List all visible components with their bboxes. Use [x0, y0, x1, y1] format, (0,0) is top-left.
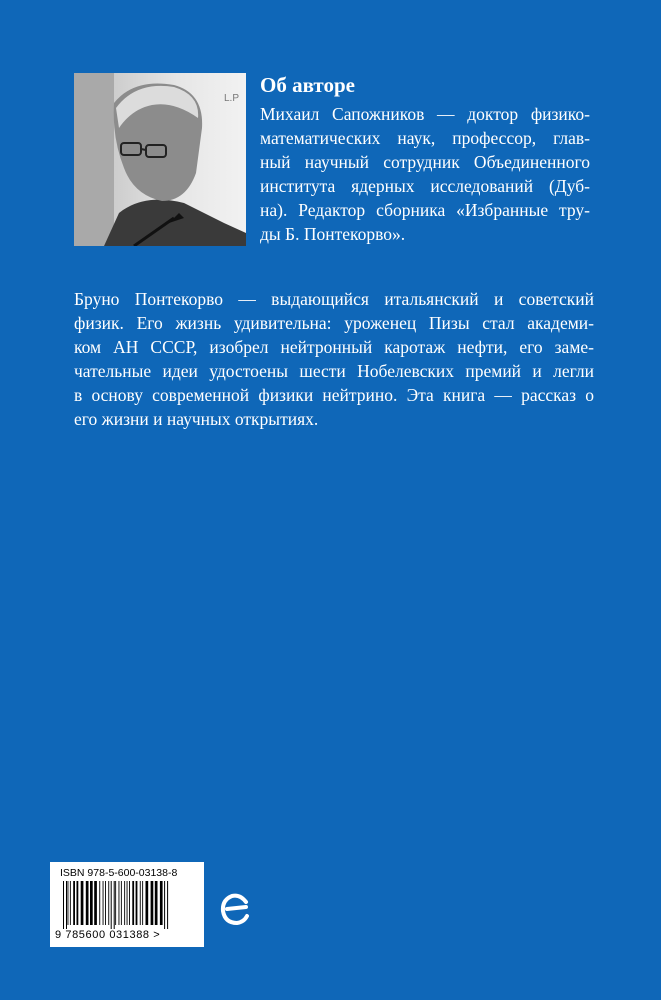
isbn-text: ISBN 978-5-600-03138-8 [60, 867, 178, 879]
barcode-bar [114, 881, 115, 929]
barcode-bar [132, 881, 134, 925]
barcode-bar [119, 881, 120, 925]
barcode-bar [86, 881, 89, 925]
barcode-bar [77, 881, 79, 925]
description-line: ком АН СССР, изобрел нейтронный каротаж нефти, его заме- [74, 337, 594, 357]
book-description [74, 287, 594, 431]
about-author-heading: Об авторе [260, 73, 355, 97]
description-line: Бруно Понтекорво — выдающийся итальянский и советский [74, 289, 594, 309]
bio-line: Михаил Сапожников — доктор физико- [260, 104, 590, 124]
bio-line: института ядерных исследований (Дуб- [260, 176, 590, 196]
barcode-bar [108, 881, 109, 925]
description-line: его жизни и научных открытиях. [74, 409, 319, 429]
author-bio [260, 102, 590, 246]
barcode-bar [121, 881, 122, 925]
bio-line: математических наук, профессор, глав- [260, 128, 590, 148]
barcode-bar [99, 881, 100, 925]
author-photo [74, 73, 246, 246]
barcode-bar [115, 881, 116, 925]
barcode-digits: 9 785600 031388 > [55, 929, 161, 941]
barcode-bar [63, 881, 64, 929]
barcode-bar [68, 881, 69, 925]
barcode-bar [103, 881, 104, 925]
isbn-barcode [50, 862, 204, 947]
svg-text:L.P: L.P [224, 93, 240, 104]
description-line: чательные идеи удостоены шести Нобелевских премий и легли [74, 361, 594, 381]
barcode-bar [151, 881, 154, 925]
barcode-bar [160, 881, 163, 925]
bio-line: на). Редактор сборника «Избранные тру- [260, 200, 590, 220]
barcode-bar [155, 881, 158, 925]
barcode-bar [70, 881, 71, 925]
description-line: в основу современной физики нейтрино. Эта книга — рассказ о [74, 385, 594, 405]
barcode-bar [66, 881, 67, 929]
barcode-bar [164, 881, 165, 929]
description-line: физик. Его жизнь удивительна: уроженец Пизы стал академи- [74, 313, 594, 333]
barcode-bar [127, 881, 128, 925]
barcode-bar [111, 881, 112, 929]
barcode-bars [63, 881, 191, 929]
barcode-bar [94, 881, 97, 925]
bio-line: ный научный сотрудник Объединенного [260, 152, 590, 172]
barcode-bar [81, 881, 84, 925]
barcode-bar [90, 881, 93, 925]
barcode-bar [129, 881, 130, 925]
eksmo-logo-icon [220, 892, 250, 926]
barcode-bar [140, 881, 141, 925]
barcode-bar [146, 881, 149, 925]
barcode-bar [124, 881, 125, 925]
bio-line: ды Б. Понтекорво». [260, 224, 406, 244]
barcode-bar [73, 881, 75, 925]
barcode-bar [142, 881, 143, 925]
barcode-bar [105, 881, 106, 925]
barcode-bar [167, 881, 168, 929]
barcode-bar [136, 881, 138, 925]
